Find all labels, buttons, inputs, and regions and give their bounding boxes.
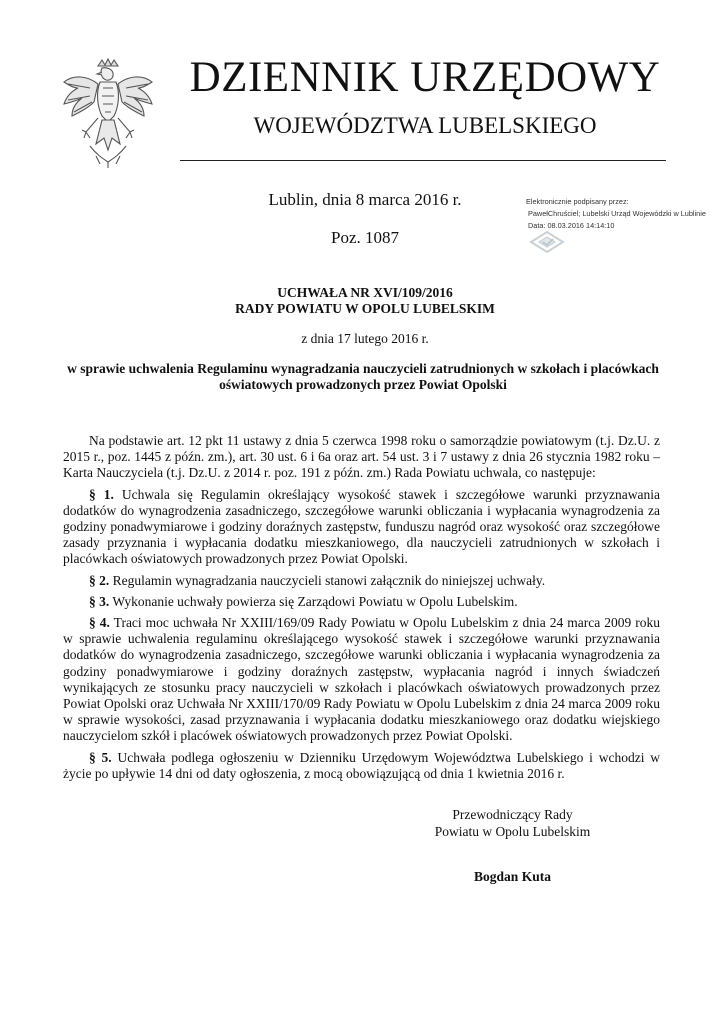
- signatory-office-line2: Powiatu w Opolu Lubelskim: [434, 824, 591, 839]
- signatory-name: Bogdan Kuta: [474, 869, 551, 884]
- paragraph-2: [63, 573, 660, 589]
- preamble: Na podstawie art. 12 pkt 11 ustawy z dnia 5 czerwca 1998 roku o samorządzie powiatowym (t.j. Dz.U. z 2015 r., poz. 1445 z późn. zm.), art. 30 ust. 6 i 6a oraz art. 54 ust. 3 i 7 ustawy z dnia 26 stycznia 1982 roku – Karta Nauczyciela (t.j. Dz.U. z 2014 r. poz. 191 z późn. zm.) Rada Powiatu uchwala, co następuje:: [63, 433, 660, 481]
- paragraph-4: [63, 615, 660, 745]
- esign-signer: PawełChruściel; Lubelski Urząd Wojewódzki w Lublinie: [528, 209, 706, 218]
- resolution-body: [63, 433, 660, 787]
- paragraph-3: [63, 594, 660, 610]
- signatory-office: [420, 806, 605, 840]
- resolution-subject: w sprawie uchwalenia Regulaminu wynagradzania nauczycieli zatrudnionych w szkołach i placówkach oświatowych prowadzonych przez Powiat Opolski: [67, 361, 659, 392]
- paragraph-text: Uchwala się Regulamin określający wysokość stawek i szczegółowe warunki przyznawania dodatków do wynagrodzenia zasadniczego, szczegółowe warunki obliczania i wypłacania wynagrodzenia za godziny ponadwymiarowe i godziny doraźnych zastępstw, funduszu nagród oraz wysokość oraz szczegółowe zasady przyznania i wypłacania dodatku mieszkaniowego, dla nauczycieli zatrudnionych w szkołach i placówkach oświatowych prowadzonych przez Powiat Opolski.: [63, 486, 661, 567]
- paragraph-mark: § 1.: [89, 486, 114, 502]
- paragraph-5: [63, 750, 660, 782]
- paragraph-mark: § 2.: [89, 572, 110, 588]
- electronic-signature-block: [526, 196, 721, 232]
- resolution-title: [70, 285, 660, 317]
- resolution-date: z dnia 17 lutego 2016 r.: [301, 331, 429, 346]
- esign-date: Data: 08.03.2016 14:14:10: [528, 221, 615, 230]
- masthead-divider: [180, 160, 666, 161]
- journal-title: DZIENNIK URZĘDOWY: [189, 54, 661, 101]
- paragraph-mark: § 5.: [89, 749, 112, 765]
- resolution-number: UCHWAŁA NR XVI/109/2016: [277, 285, 453, 300]
- journal-subtitle: WOJEWÓDZTWA LUBELSKIEGO: [253, 113, 597, 138]
- paragraph-text: Wykonanie uchwały powierza się Zarządowi Powiatu w Opolu Lubelskim.: [112, 593, 518, 609]
- paragraph-text: Regulamin wynagradzania nauczycieli stanowi załącznik do niniejszej uchwały.: [112, 572, 546, 588]
- resolution-council: RADY POWIATU W OPOLU LUBELSKIM: [235, 301, 495, 316]
- publication-place-date: Lublin, dnia 8 marca 2016 r.: [268, 190, 462, 209]
- paragraph-text: Traci moc uchwała Nr XXIII/169/09 Rady Powiatu w Opolu Lubelskim z dnia 24 marca 2009 roku w sprawie uchwalenia regulaminu określającego wysokość stawek i szczegółowe warunki przyznawania dodatków do wynagrodzenia zasadniczego, szczegółowe warunki obliczania i wypłacania wynagrodzenia za godziny ponadwymiarowe i godziny doraźnych zastępstw, wypłacania nagród i innych świadczeń wynikających ze stosunku pracy nauczycieli w szkołach i placówkach oświatowych prowadzonych przez Powiat Opolski oraz Uchwała Nr XXIII/170/09 Rady Powiatu w Opolu Lubelskim z dnia 24 marca 2009 roku w sprawie wysokości, zasad przyznawania i wypłacania dodatku mieszkaniowego oraz dodatku wiejskiego nauczycielom szkół i placówek oświatowych prowadzonych przez Powiat Opolski.: [63, 615, 660, 744]
- paragraph-mark: § 3.: [89, 593, 110, 609]
- signature-verified-icon: [529, 230, 565, 254]
- paragraph-text: Uchwała podlega ogłoszeniu w Dzienniku Urzędowym Województwa Lubelskiego i wchodzi w życie po upływie 14 dni od daty ogłoszenia, z mocą obowiązującą od dnia 1 kwietnia 2016 r.: [63, 749, 661, 781]
- paragraph-mark: § 4.: [89, 615, 110, 631]
- publication-position: Poz. 1087: [331, 228, 399, 247]
- paragraph-1: [63, 487, 660, 568]
- esign-label: Elektronicznie podpisany przez:: [526, 197, 629, 206]
- signatory-office-line1: Przewodniczący Rady: [452, 807, 573, 822]
- polish-eagle-emblem-icon: [60, 58, 156, 170]
